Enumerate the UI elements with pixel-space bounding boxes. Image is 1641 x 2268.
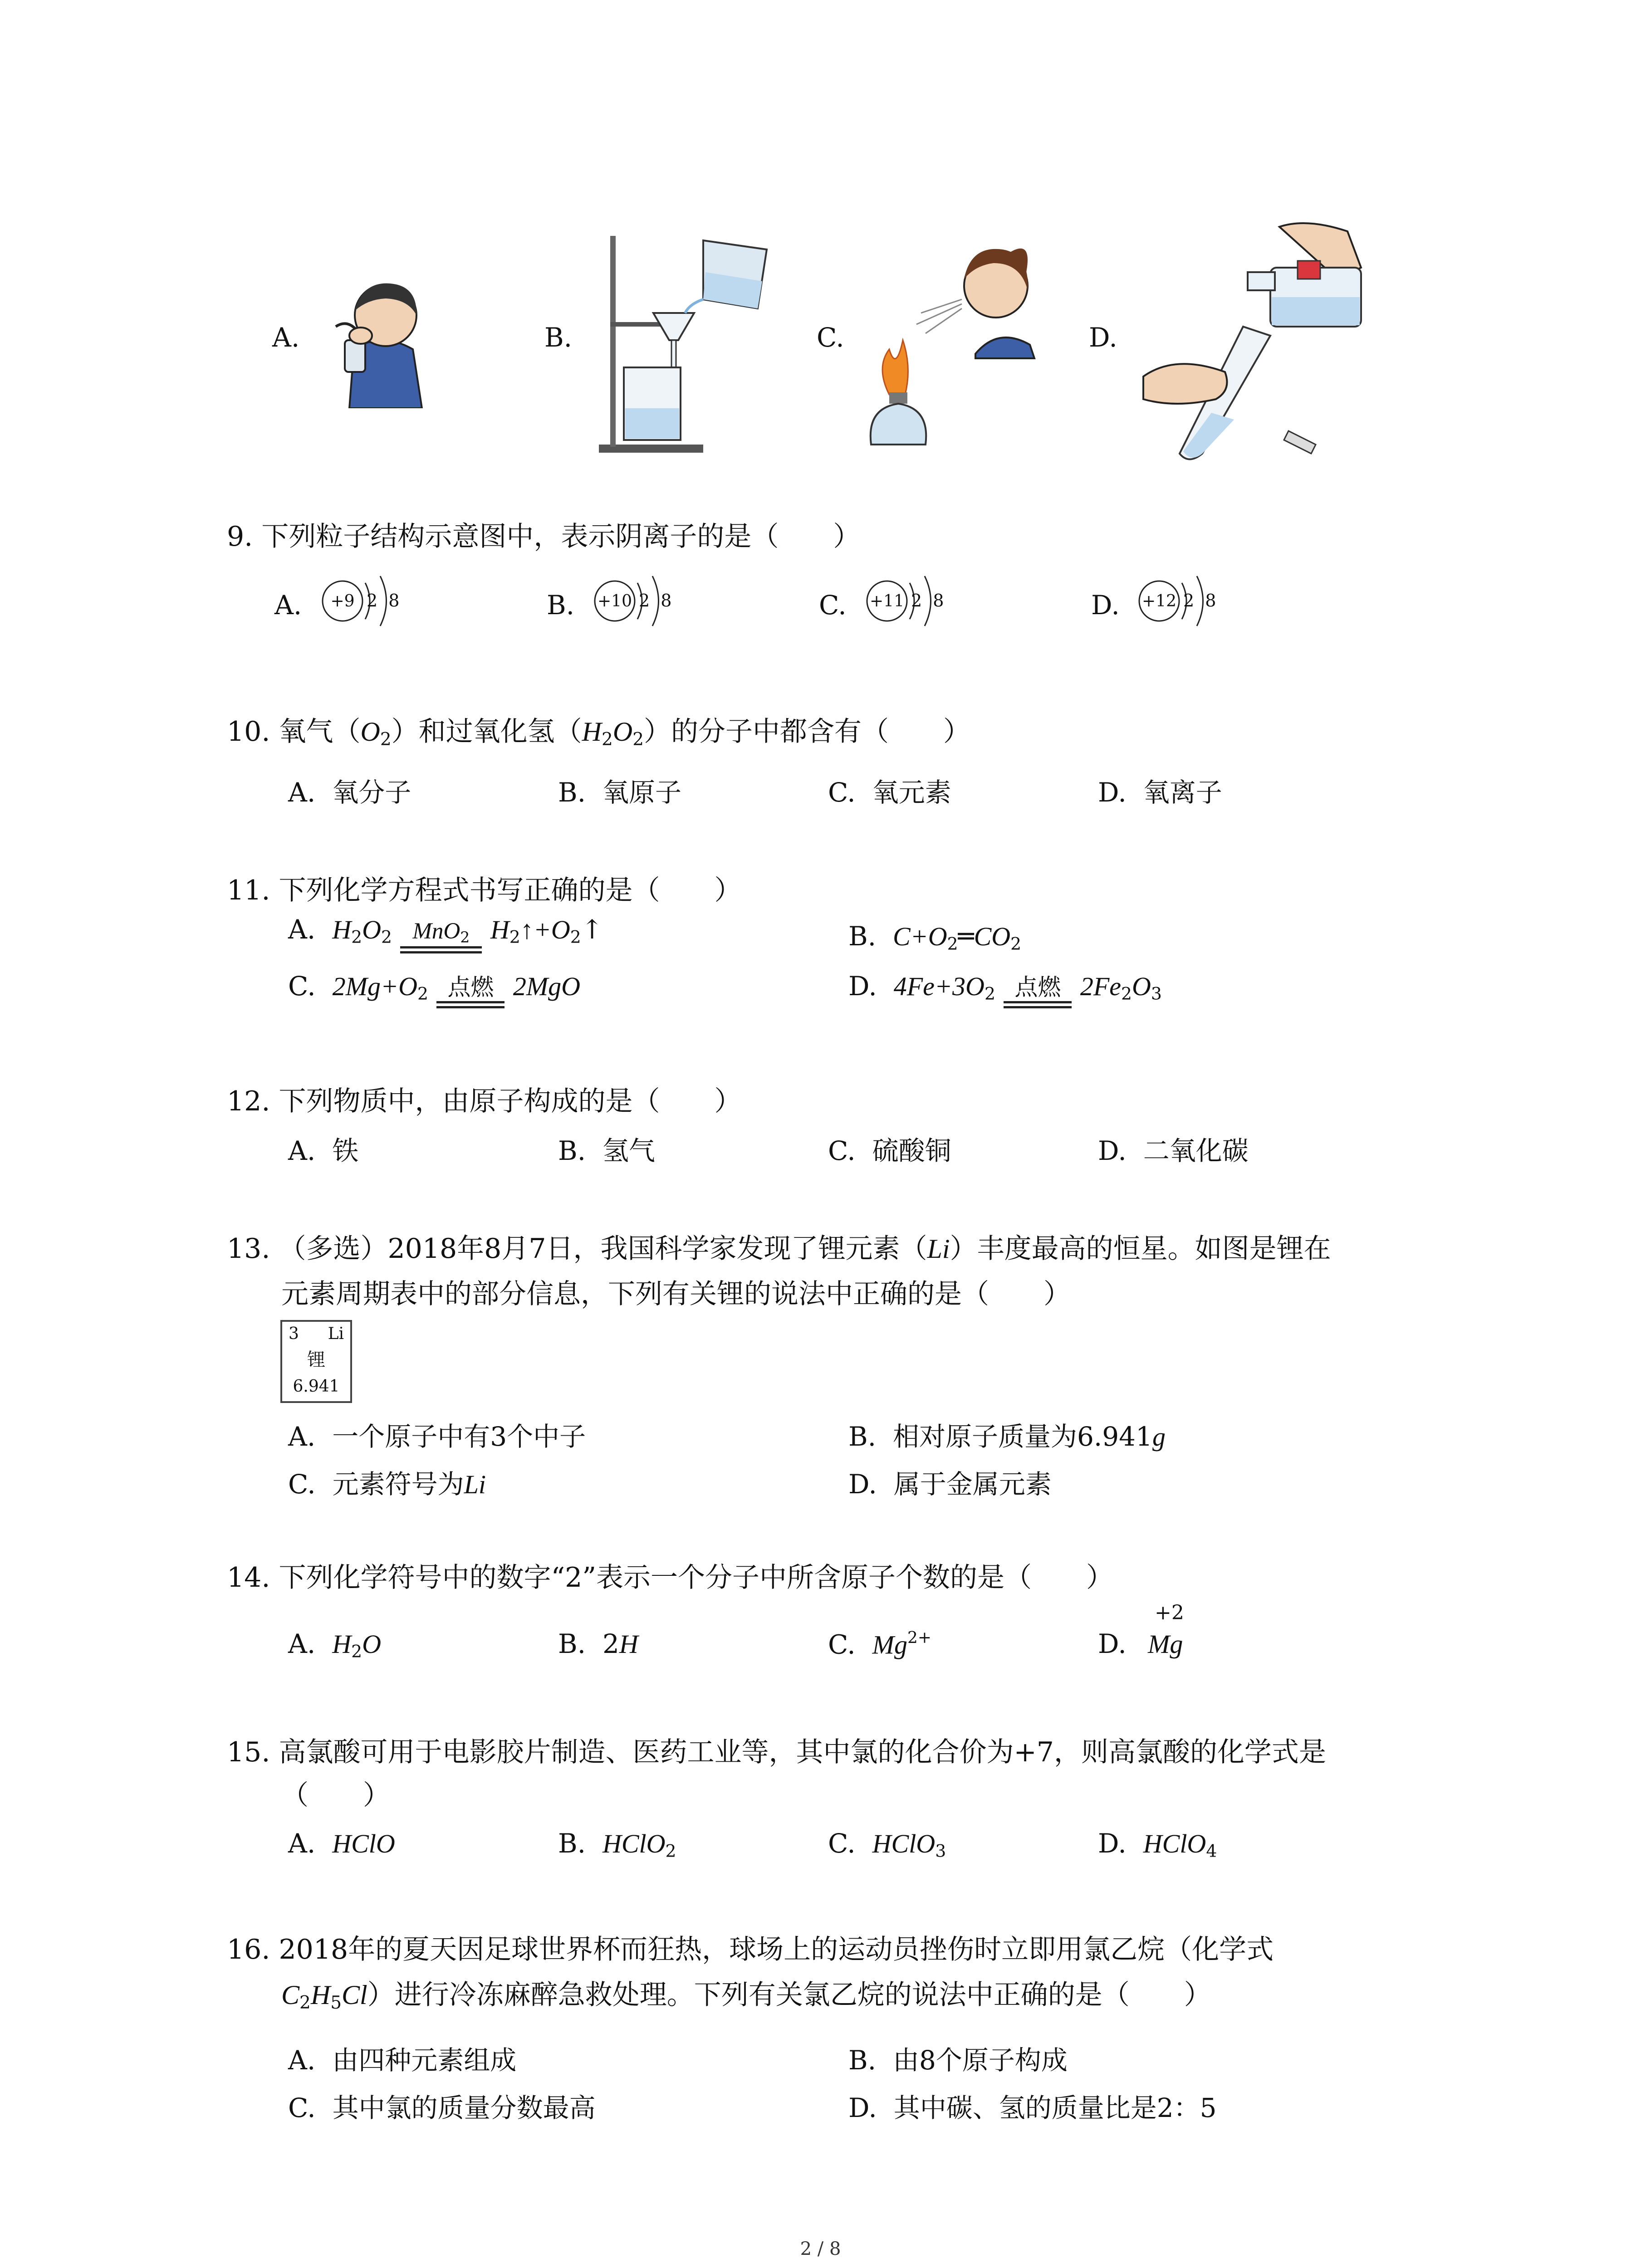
q12-option-c: C. 硫酸铜 [828,1135,951,1166]
q11-option-b: B. $C+O_2═CO_2$ [848,921,1022,954]
q12-option-d: D. 二氧化碳 [1098,1135,1249,1166]
valence-mark: +2 [1155,1601,1184,1624]
page-number: 2 / 8 [800,2239,841,2259]
particle-diagram-a [318,567,408,635]
q10-stem: 10. 氧气$(O_2)$和过氧化氢$(H_2O_2)$的分子中都含有（ ） [227,716,971,750]
pouring-liquid-into-test-tube-picture [1134,218,1388,472]
q13-option-d: D. 属于金属元素 [848,1469,1052,1500]
q13-stem-line1: 13. （多选）2018年8月7日，我国科学家发现了锂元素（Li）丰度最高的恒星。如图是锂在 [227,1233,1331,1265]
atomic-number: 3 [289,1325,299,1343]
q12-option-b: B. 氢气 [558,1135,655,1166]
particle-diagram-b [590,567,681,635]
q13-option-c: C. 元素符号为Li [288,1469,486,1500]
q12-option-a: A. 铁 [288,1135,359,1166]
q10-option-c: C. 氧元素 [828,777,951,808]
q14-option-b: B. 2H [558,1628,638,1659]
electron-shells-a: 2 8 [367,591,400,611]
q11-option-d: D. $4Fe+3O_2$ 点燃 $2Fe_2O_3$ [848,971,1162,1008]
q15-option-c: C. HClO$_3$ [828,1828,946,1861]
q13-option-a: A. 一个原子中有3个中子 [288,1421,586,1452]
particle-diagram-c [862,567,953,635]
electron-shells-d: 2 8 [1183,591,1216,611]
q10-option-d: D. 氧离子 [1098,777,1222,808]
q16-option-b: B. 由8个原子构成 [848,2045,1068,2076]
q8-option-b-label: B. [544,322,573,353]
q16-stem-line1: 16. 2018年的夏天因足球世界杯而狂热，球场上的运动员挫伤时立即用氯乙烷（化学式 [227,1934,1274,1965]
q15-option-b: B. HClO$_2$ [558,1828,676,1861]
q13-stem-line2: 元素周期表中的部分信息，下列有关锂的说法中正确的是（ ） [281,1278,1071,1310]
q8-option-d-label: D. [1089,322,1117,353]
element-name: 锂 [307,1349,325,1370]
q10-option-a: A. 氧分子 [288,777,411,808]
nucleus-charge-a: +9 [330,592,355,611]
q9-stem: 9. 下列粒子结构示意图中，表示阴离子的是（ ） [227,521,861,552]
q11-option-a: A. $H_2O_2$ MnO$_2$ $H_2↑+O_2↑$ [288,914,603,953]
particle-diagram-d [1134,567,1225,635]
atomic-mass: 6.941 [293,1377,340,1396]
q13-option-b: B. 相对原子质量为6.941g [848,1421,1166,1452]
q9-option-b-label: B. [547,590,575,621]
electron-shells-c: 2 8 [911,591,944,611]
ignite-condition-c: 点燃 [436,976,505,1008]
q11-option-c: C. $2Mg+O_2$ 点燃 2MgO [288,971,580,1008]
q8-option-c-label: C. [817,322,844,353]
q9-option-c-label: C. [819,590,847,621]
girl-blowing-alcohol-lamp-picture [853,236,1043,449]
q16-option-d: D. 其中碳、氢的质量比是2：5 [848,2092,1217,2123]
person-smelling-bottle-picture [318,272,445,408]
filtration-apparatus-picture [590,236,789,454]
q14-stem: 14. 下列化学符号中的数字“2”表示一个分子中所含原子个数的是（ ） [227,1562,1114,1593]
nucleus-charge-c: +11 [870,592,904,611]
q14-option-c: C. $Mg^{2+}$ [828,1628,931,1660]
catalyst-condition: MnO$_2$ [400,919,482,953]
electron-shells-b: 2 8 [639,591,672,611]
q14-option-d: D. [1098,1628,1127,1659]
q8-option-a-label: A. [272,322,300,353]
q15-option-a: A. HClO [288,1828,395,1859]
q10-option-b: B. 氧原子 [558,777,681,808]
q16-option-c: C. 其中氯的质量分数最高 [288,2092,596,2123]
q11-stem: 11. 下列化学方程式书写正确的是（ ） [227,875,742,906]
ignite-condition-d: 点燃 [1004,976,1072,1008]
q16-option-a: A. 由四种元素组成 [288,2045,517,2076]
q14-option-d-formula: Mg [1148,1629,1183,1659]
q9-option-d-label: D. [1091,590,1120,621]
q14-option-a: A. $H_2O$ [288,1628,381,1662]
nucleus-charge-b: +10 [598,592,632,611]
nucleus-charge-d: +12 [1142,592,1176,611]
q15-stem-line2: （ ） [281,1779,390,1811]
periodic-table-tile [280,1320,352,1403]
q15-option-d: D. HClO$_4$ [1098,1828,1217,1861]
q16-stem-line2: $C_2H_5Cl$）进行冷冻麻醉急救处理。下列有关氯乙烷的说法中正确的是（ ） [281,1979,1211,2013]
q9-option-a-label: A. [274,590,302,621]
element-symbol: Li [328,1325,344,1343]
q12-stem: 12. 下列物质中，由原子构成的是（ ） [227,1085,742,1117]
q15-stem-line1: 15. 高氯酸可用于电影胶片制造、医药工业等，其中氯的化合价为+7，则高氯酸的化学式是 [227,1736,1326,1768]
